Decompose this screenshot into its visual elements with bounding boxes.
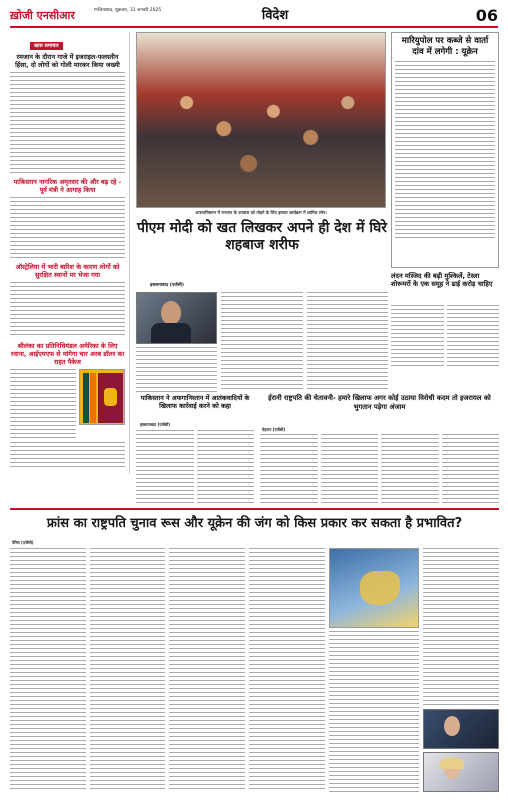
story4-headline: श्रीलंका का प्रतिनिधिमंडल अमेरिका के लिए रवाना, आईएमएफ से मांगेगा चार अरब डॉलर का राहत पैकेज [10, 342, 125, 366]
le-pen-photo [423, 752, 499, 792]
masthead [10, 6, 498, 28]
macron-photo [423, 709, 499, 749]
story3-headline: ऑस्ट्रेलिया में भारी बारिश के कारण लोगों को सुरक्षित स्थानों पर भेजा गया [15, 263, 120, 279]
story2-body [10, 197, 125, 259]
right-box [391, 32, 499, 268]
masthead-meta [94, 8, 214, 24]
main-story-body [136, 292, 388, 392]
iran-headline: ईरानी राष्ट्रपति की चेतावनी- हमारे खिलाफ अगर कोई उठाया विरोधी कदम तो इजरायल को भुगतान पड़ेगा अंजाम [268, 394, 491, 411]
story1-body [10, 72, 125, 174]
right-box-body [395, 61, 495, 239]
mid-story-body [136, 430, 254, 504]
right-story2-headline: लंदन मस्जिद की बढ़ी मुश्किलें, टेस्ला शोरूमरों के एक समूह ने ढाई करोड़ चाहिए [391, 272, 493, 289]
masthead-date: गाजियाबाद, शुक्रवार, 31 जनवरी 2025 [94, 8, 162, 13]
story1-headline: रमजान के दौरान गाजे में इजराइल-फलस्तीन हिंसा, दो लोगों को गोली मारकर किया जख्मी [15, 53, 120, 69]
section-divider [10, 508, 499, 510]
brand-name: ख़ोजी एनसीआर [10, 9, 75, 22]
eu-map-image [329, 548, 420, 628]
sri-lanka-flag-image [79, 369, 125, 425]
mid-headline: पाकिस्तान ने अफगानिस्तान में आतंकवादियों के खिलाफ कार्रवाई करने को कहा [140, 394, 250, 411]
kicker-badge: खास समाचार [30, 42, 63, 50]
main-headline: पीएम मोदी को खत लिखकर अपने ही देश में घिरे शहबाज शरीफ [137, 220, 387, 253]
section-title: विदेश [261, 8, 289, 23]
mid-byline: इस्लामाबाद (एजेंसी) [140, 422, 171, 427]
brand-logo [10, 6, 90, 26]
main-byline: इस्लामाबाद (एजेंसी) [150, 283, 184, 288]
right-story2-body [391, 305, 499, 367]
photo-caption: अफगानिस्तान में रमजान के उपवास को तोड़ने के लिए इफ्तार कार्यक्रम में शामिल लोग। [195, 210, 327, 215]
bottom-byline: पेरिस (एजेंसी) [12, 540, 34, 545]
story4-body [10, 369, 76, 439]
iftar-photo [136, 32, 386, 208]
iran-byline: तेहरान (एजेंसी) [262, 427, 286, 432]
bottom-story-body [10, 548, 499, 792]
bottom-headline: फ्रांस का राष्ट्रपति चुनाव रूस और यूक्रेन की जंग को किस प्रकार कर सकता है प्रभावित? [46, 516, 463, 531]
shahbaz-sharif-photo [136, 292, 217, 344]
lion-emblem-icon [104, 388, 117, 406]
story3-body [10, 282, 125, 338]
left-column [10, 32, 130, 474]
iran-story-body [260, 434, 499, 504]
page-number: 06 [475, 6, 498, 25]
right-box-headline: मारियुपोल पर कब्जे से वार्ता दांव में लगेगी : यूक्रेन [401, 36, 489, 57]
story2-headline: पाकिस्तान नागरिक अमृतसर की और बढ़ रहे - पूर्व मंत्री ने आगाह किया [13, 178, 122, 194]
